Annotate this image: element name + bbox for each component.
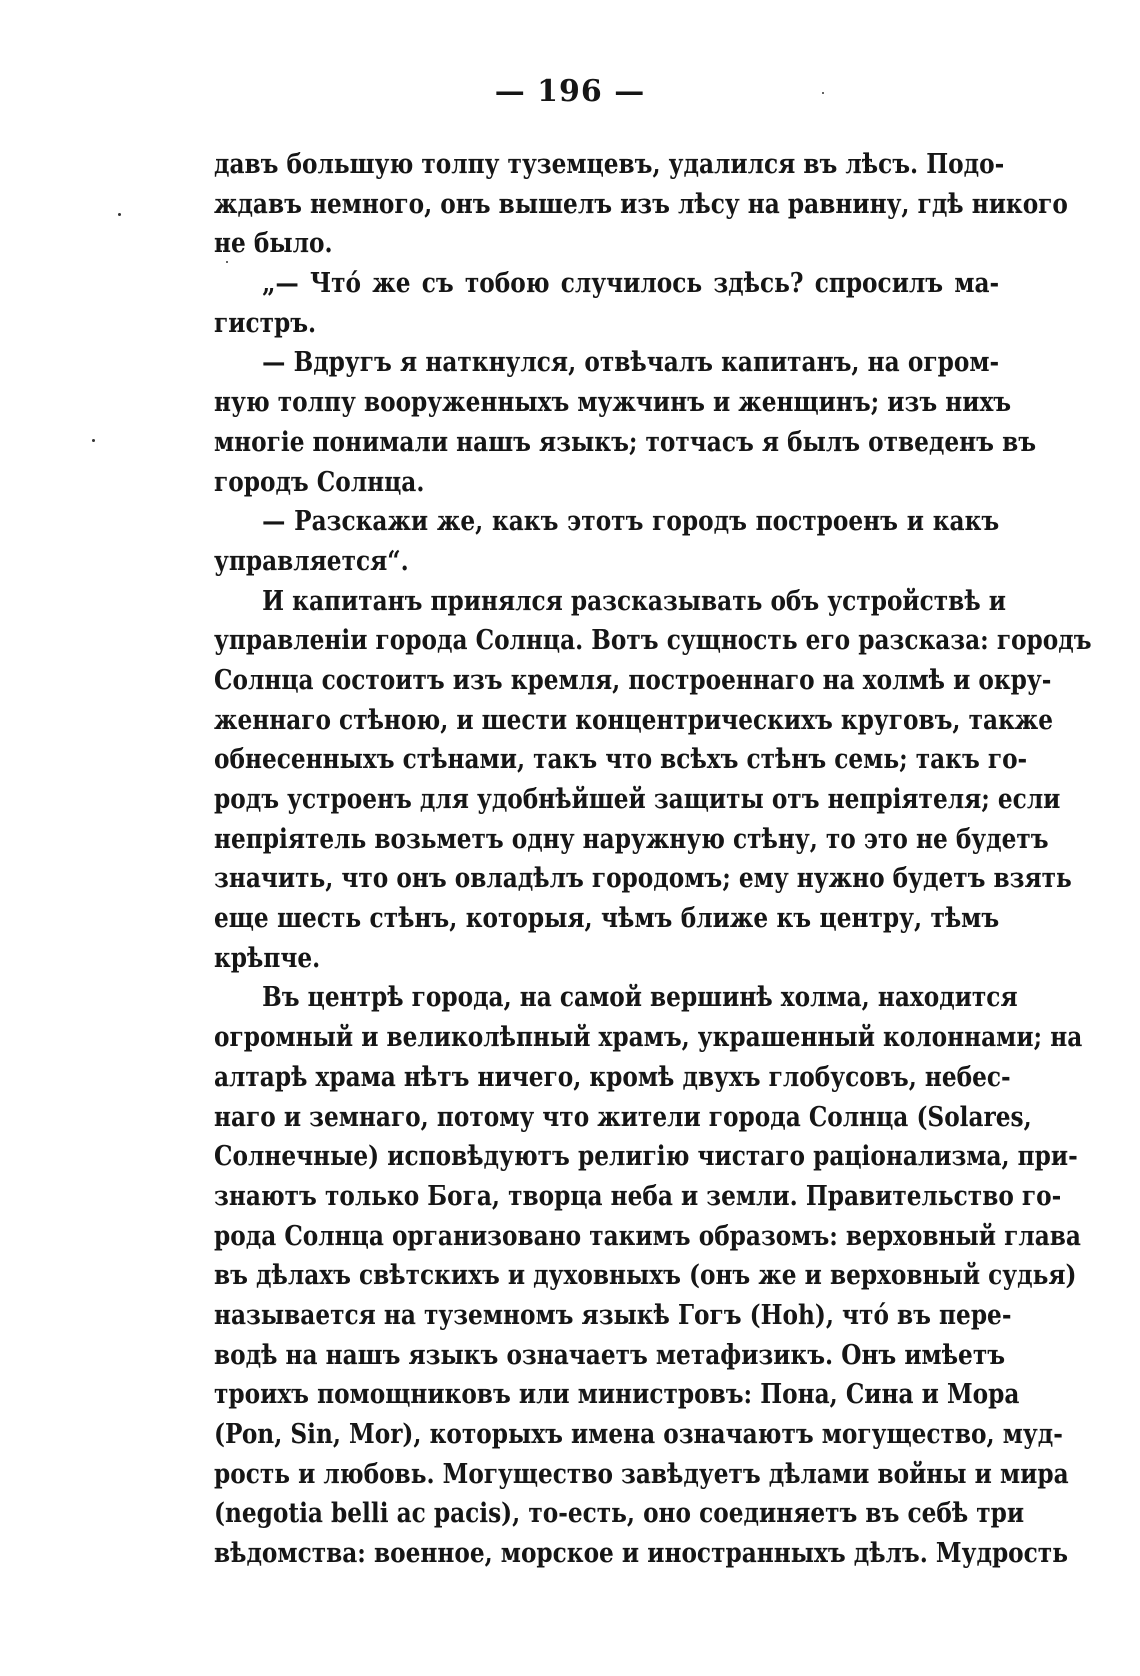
text-line: ную толпу вооруженныхъ мужчинъ и женщинъ; изъ нихъ: [214, 387, 1012, 419]
text-line: Солнца состоитъ изъ кремля, построеннаго на холмѣ и окру-: [214, 664, 1052, 696]
text-line: еще шесть стѣнъ, которыя, чѣмъ ближе къ центру, тѣмъ: [214, 903, 1000, 935]
text-line: гистръ.: [214, 307, 317, 339]
text-line: ждавъ немного, онъ вышелъ изъ лѣсу на равнину, гдѣ никого: [214, 188, 1068, 220]
text-line: рода Солнца организовано такимъ образомъ: верховный глава: [214, 1220, 1081, 1252]
text-line: — Разскажи же, какъ этотъ городъ построенъ и какъ: [262, 506, 1000, 538]
text-line: огромный и великолѣпный храмъ, украшенный колоннами; на: [214, 1022, 1083, 1054]
text-line: „— Чтó же съ тобою случилось здѣсь? спросилъ ма-: [262, 268, 1000, 300]
ink-speck: [118, 213, 121, 216]
text-line: крѣпче.: [214, 942, 321, 974]
text-line: обнесенныхъ стѣнами, такъ что всѣхъ стѣнъ семь; такъ го-: [214, 744, 1028, 776]
text-line: алтарѣ храма нѣтъ ничего, кромѣ двухъ глобусовъ, небес-: [214, 1061, 1011, 1093]
text-line: знаютъ только Бога, творца неба и земли. Правительство го-: [214, 1180, 1062, 1212]
text-line: управленіи города Солнца. Вотъ сущность его разсказа: городъ: [214, 625, 1092, 657]
text-line: — Вдругъ я наткнулся, отвѣчалъ капитанъ, на огром-: [262, 347, 1000, 379]
text-line: вѣдомства: военное, морское и иностранныхъ дѣлъ. Мудрость: [214, 1538, 1068, 1570]
text-line: управляется“.: [214, 545, 409, 577]
text-line: многіе понимали нашъ языкъ; тотчасъ я былъ отведенъ въ: [214, 426, 1037, 458]
text-line: давъ большую толпу туземцевъ, удалился въ лѣсъ. Подо-: [214, 149, 1005, 180]
ink-speck: [92, 439, 95, 442]
text-line: не было.: [214, 228, 333, 260]
text-line: И капитанъ принялся разсказывать объ устройствѣ и: [262, 585, 1006, 617]
text-line: городъ Солнца.: [214, 466, 425, 498]
ink-speck: [822, 92, 824, 94]
page-number: — 196 —: [494, 74, 646, 109]
text-line: Солнечные) исповѣдуютъ религію чистаго раціонализма, при-: [214, 1141, 1078, 1173]
text-line: женнаго стѣною, и шести концентрическихъ круговъ, также: [214, 704, 1054, 736]
text-line: наго и земнаго, потому что жители города Солнца (Solares,: [214, 1101, 1032, 1133]
text-line: родъ устроенъ для удобнѣйшей защиты отъ непріятеля; если: [214, 784, 1061, 815]
ink-speck: [226, 261, 228, 263]
text-line: непріятель возьметъ одну наружную стѣну, то это не будетъ: [214, 823, 1049, 855]
text-line: называется на туземномъ языкѣ Гогъ (Hoh), чтó въ пере-: [214, 1299, 1012, 1331]
text-line: въ дѣлахъ свѣтскихъ и духовныхъ (онъ же и верховный судья): [214, 1260, 1077, 1292]
body-text: [214, 145, 1092, 1574]
text-line: значить, что онъ овладѣлъ городомъ; ему нужно будетъ взять: [214, 863, 1072, 895]
text-line: водѣ на нашъ языкъ означаетъ метафизикъ. Онъ имѣетъ: [214, 1339, 1006, 1371]
text-line: (negotia belli ac pacis), то-есть, оно соединяетъ въ себѣ три: [214, 1498, 1025, 1530]
text-line: (Pon, Sin, Mor), которыхъ имена означаютъ могущество, муд-: [214, 1419, 1063, 1450]
text-line: троихъ помощниковъ или министровъ: Пона, Сина и Мора: [214, 1379, 1020, 1411]
text-line: рость и любовь. Могущество завѣдуетъ дѣлами войны и мира: [214, 1458, 1069, 1490]
text-line: Въ центрѣ города, на самой вершинѣ холма, находится: [262, 982, 1018, 1014]
